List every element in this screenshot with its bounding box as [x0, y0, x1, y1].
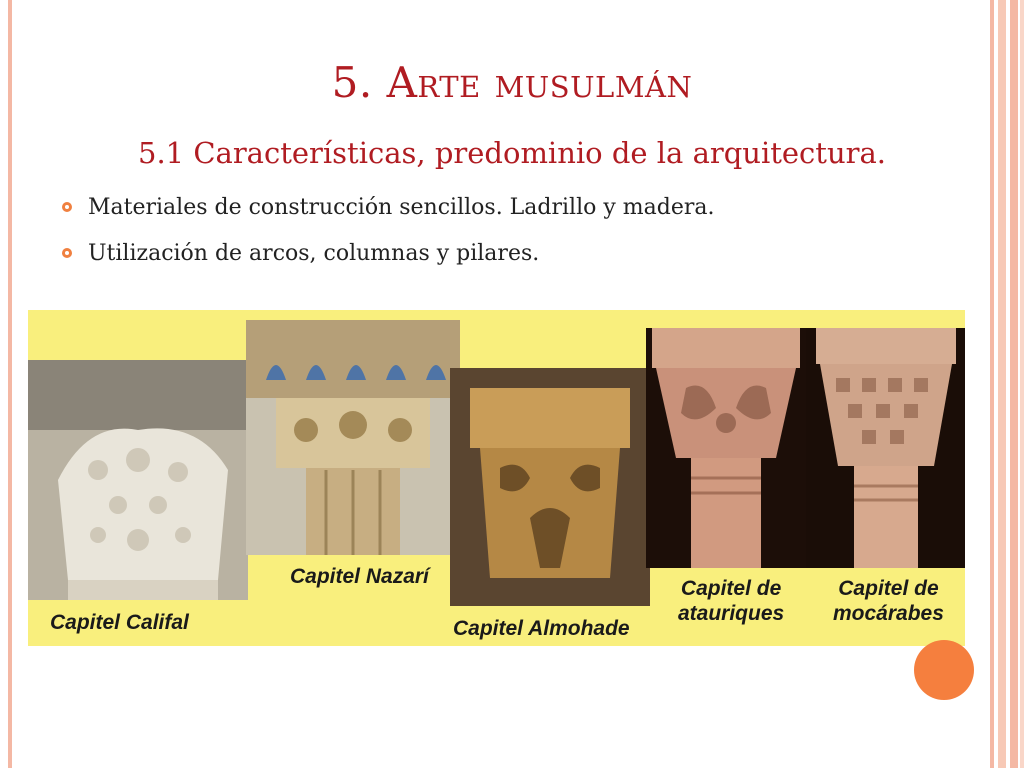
label-mocarabe-line2: mocárabes [833, 602, 944, 625]
capitals-collage [28, 310, 965, 646]
label-capitel-mocarabe [833, 576, 944, 626]
bullet-text: Utilización de arcos, columnas y pilares. [88, 240, 540, 266]
bullet-list [62, 184, 714, 276]
bullet-item [62, 230, 714, 276]
slide-title: 5. Arte musulmán [331, 58, 693, 107]
slide-subtitle: 5.1 Características, predominio de la arquitectura. [138, 136, 886, 170]
label-capitel-nazari: Capitel Nazarí [290, 565, 429, 588]
label-capitel-califal: Capitel Califal [50, 611, 189, 634]
label-ataurique-line1: Capitel de [680, 577, 782, 600]
accent-circle [914, 640, 974, 700]
left-frame-line [8, 0, 12, 768]
capitel-ataurique-image [646, 328, 806, 568]
label-ataurique-line2: atauriques [678, 602, 785, 625]
capitel-califal-image [28, 360, 248, 600]
capitel-mocarabe-image [806, 328, 965, 568]
capitel-nazari-image [246, 320, 460, 555]
label-capitel-almohade: Capitel Almohade [453, 617, 630, 640]
right-frame-stripes [984, 0, 1024, 768]
label-capitel-ataurique [678, 576, 784, 626]
capitel-almohade-image [450, 368, 650, 606]
bullet-text: Materiales de construcción sencillos. Ladrillo y madera. [88, 194, 715, 220]
label-mocarabe-line1: Capitel de [838, 577, 939, 600]
bullet-ring-icon [62, 248, 72, 258]
bullet-item [62, 184, 714, 230]
bullet-ring-icon [62, 202, 72, 212]
